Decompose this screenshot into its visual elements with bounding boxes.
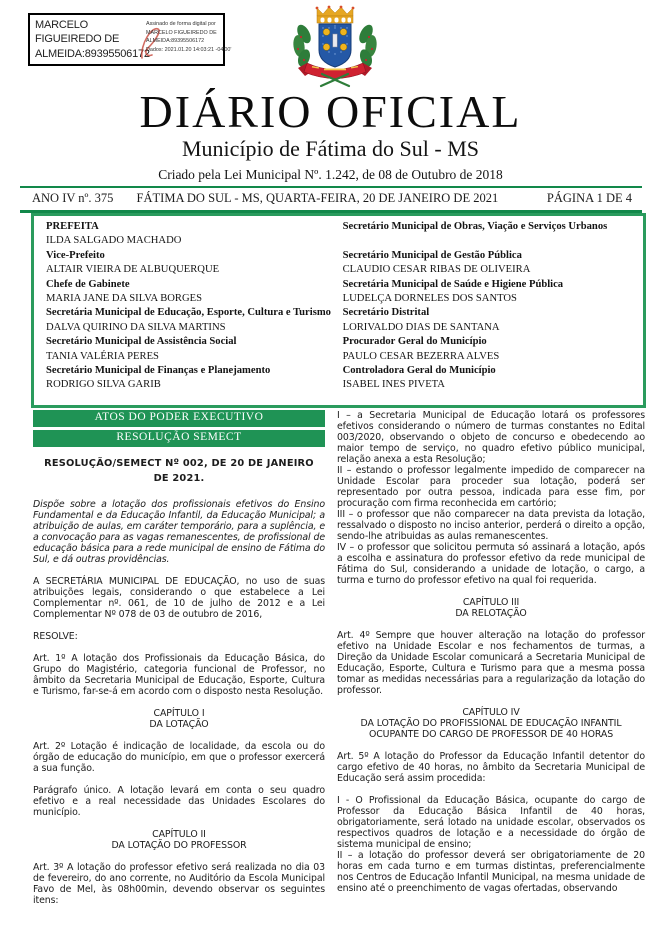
chapter-2-title: CAPÍTULO II (152, 828, 206, 840)
body-column-right (337, 410, 645, 917)
article-3-item-1: I – a Secretaria Municipal de Educação lotará os professores efetivos considerando o número de turmas constantes no Edital 003/2020, observando o objeto de concurso e obedecendo ao maior tempo de serviço, no quadro efetivo público municipal, relação anexa a esta Resolução; (337, 410, 645, 465)
article-3-item-3: III – o professor que não comparecer na data prevista da lotação, ressalvado o disposto no inciso anterior, perderá o direito a opção, sendo-lhe atribuidas as aulas remanescentes. (337, 509, 645, 542)
body-columns (33, 410, 645, 917)
officials-column-left (46, 220, 335, 401)
official-name: ISABEL INES PIVETA (342, 379, 445, 391)
signature-detail-line: MARCELO FIGUEIREDO DE (146, 29, 217, 36)
coat-of-arms-icon (287, 4, 383, 90)
official-name: LORIVALDO DIAS DE SANTANA (342, 321, 500, 333)
official-role: Procurador Geral do Município (342, 336, 487, 348)
official-name: CLAUDIO CESAR RIBAS DE OLIVEIRA (342, 264, 531, 276)
edition-and-date (32, 191, 498, 206)
signature-detail-line: ALMEIDA:89395506172 (146, 38, 205, 45)
official-name: PAULO CESAR BEZERRA ALVES (342, 350, 500, 362)
chapter-3-subtitle: DA RELOTAÇÃO (455, 608, 527, 619)
signature-detail-line: Assinado de forma digital por (146, 21, 216, 27)
official-name: LUDELÇA DORNELES DOS SANTOS (342, 293, 517, 305)
section-bar-atos-poder-executivo: ATOS DO PODER EXECUTIVO (33, 410, 325, 427)
digital-signature-box (28, 13, 232, 66)
resolution-intro: A SECRETÁRIA MUNICIPAL DE EDUCAÇÃO, no uso de suas atribuições legais, considerando o que estabelece a Lei Complementar nº. 061, de 10 de julho de 2012 e a Lei Complementar Nº 078 de 03 de outubro de 2016, (33, 575, 325, 620)
resolution-preamble: Dispõe sobre a lotação dos profissionais efetivos do Ensino Fundamental e da Educação Infantil, da Educação Municipal; a atribuição de aulas, em caráter temporário, para a suplência, e a convocação para as vagas remanescentes, de profissional de educação básica para a rede municipal de ensino de Fátima do Sul, e dá outras providências. (33, 498, 325, 565)
officials-box (31, 213, 646, 408)
chapter-2-subtitle: DA LOTAÇÃO DO PROFESSOR (111, 839, 247, 851)
mural-crown (316, 6, 355, 23)
official-name: ALTAIR VIEIRA DE ALBUQUERQUE (46, 264, 220, 276)
official-role: Secretário Municipal de Finanças e Planejamento (46, 365, 271, 377)
article-2: Art. 2º Lotação é indicação de localidade, da escola ou do órgão de educação do município, em que o professor exercerá a sua função. (33, 740, 325, 774)
gazette-tagline: Criado pela Lei Municipal Nº. 1.242, de 08 de Outubro de 2018 (158, 167, 503, 183)
official-role: Chefe de Gabinete (46, 278, 130, 290)
edition-number: ANO IV nº. 375 (32, 191, 114, 205)
laurel-branch-right (356, 23, 378, 69)
official-role: Secretário Municipal de Assistência Social (46, 336, 237, 348)
article-3: Art. 3º A lotação do professor efetivo será realizada no dia 03 de fevereiro, do ano corrente, no Auditório da Escola Municipal Favo de Mel, às 08h00min, devendo observar os seguintes itens: (33, 861, 325, 906)
article-3-item-2: II – estando o professor legalmente impedido de comparecer na Unidade Escolar para proceder sua lotação, poderá ser representado por outra pessoa, indicada para esse fim, por procuração com firma reconhecida em cartório; (337, 465, 645, 509)
article-5: Art. 5º A lotação do Professor da Educação Infantil detentor do cargo efetivo de 40 horas, no âmbito da Secretaria Municipal de Educação será assim procedida: (337, 751, 645, 784)
official-role: Secretário Distrital (342, 307, 430, 319)
date-bar (20, 186, 642, 213)
signature-name: MARCELO FIGUEIREDO DE ALMEIDA:89395506172 (35, 19, 150, 60)
official-role: Controladora Geral do Município (342, 365, 496, 377)
officials-column-right (335, 220, 635, 401)
article-5-item-2: II – a lotação do professor deverá ser obrigatoriamente de 20 horas em cada turno e em turmas distintas, preferencialmente nos Centros de Educação Infantil Municipal, na mesma unidade de ensino até o preenchimento de vagas ofertadas, observando (337, 850, 645, 894)
chapter-1-heading (33, 708, 325, 730)
gazette-title: DIÁRIO OFICIAL (139, 86, 522, 137)
official-role: Secretário Municipal de Obras, Viação e Serviços Urbanos (342, 221, 608, 232)
resolution-heading: RESOLUÇÃO/SEMECT Nº 002, DE 20 DE JANEIRO DE 2021. (44, 457, 314, 484)
body-column-left (33, 410, 325, 917)
signature-details (141, 18, 231, 62)
chapter-4-subtitle: DA LOTAÇÃO DO PROFISSIONAL DE EDUCAÇÃO INFANTIL OCUPANTE DO CARGO DE PROFESSOR DE 40 HORAS (360, 718, 622, 740)
official-role: Vice-Prefeito (46, 249, 105, 261)
chapter-1-title: CAPÍTULO I (153, 707, 205, 719)
gazette-subtitle: Município de Fátima do Sul - MS (182, 136, 479, 162)
official-name: DALVA QUIRINO DA SILVA MARTINS (46, 321, 226, 333)
paragrafo-unico: Parágrafo único. A lotação levará em conta o seu quadro efetivo e a real necessidade das Unidades Escolares do município. (33, 784, 325, 818)
resolution-resolve: RESOLVE: (33, 630, 78, 642)
article-4: Art. 4º Sempre que houver alteração na lotação do professor efetivo na Unidade Escolar e nos fechamentos de turmas, a Direção da Unidade Escolar comunicará a Secretaria Municipal de Educação, Esporte, Cultura e Turismo para que a mesma possa tomar as medidas necessárias para a regularização da lotação do professor. (337, 630, 645, 696)
official-name: ILDA SALGADO MACHADO (46, 235, 182, 247)
chapter-3-title: CAPÍTULO III (462, 597, 520, 608)
official-name: TANIA VALÉRIA PERES (46, 350, 159, 362)
official-role: Secretário Municipal de Gestão Pública (342, 249, 522, 261)
laurel-branch-left (292, 23, 314, 69)
official-name: RODRIGO SILVA GARIB (46, 379, 161, 391)
article-5-item-1: I - O Profissional da Educação Básica, ocupante do cargo de Professor da Educação Básica Infantil de 40 horas, obrigatoriamente, será lotado na unidade escolar, observados os respectivos quadros de lotação e a necessidade do órgão de sistema municipal de ensino; (337, 795, 645, 850)
official-role: Secretária Municipal de Saúde e Higiene Pública (342, 278, 564, 290)
official-role: PREFEITA (46, 221, 99, 232)
official-name (343, 234, 635, 248)
chapter-4-title: CAPÍTULO IV (462, 707, 520, 718)
page-indicator: PÁGINA 1 DE 4 (546, 191, 632, 205)
article-3-item-4: IV – o professor que solicitou permuta só assinará a lotação, após a escolha e assinatura do professor efetivo da rede municipal de Fátima do Sul, considerando a unidade de lotação, o cargo, a turma e turno do professor efetivo na qual foi requerida. (337, 542, 645, 586)
shield (319, 24, 351, 67)
official-role: Secretária Municipal de Educação, Esporte, Cultura e Turismo (46, 307, 331, 319)
chapter-3-heading (337, 597, 645, 619)
official-name: MARIA JANE DA SILVA BORGES (46, 293, 202, 305)
issue-date: FÁTIMA DO SUL - MS, QUARTA-FEIRA, 20 DE JANEIRO DE 2021 (136, 191, 499, 205)
article-1: Art. 1º A lotação dos Profissionais da Educação Básica, do Grupo do Magistério, categoria funcional de Professor, no âmbito da Secretaria Municipal de Educação, Esporte, Cultura e Turismo, far-se-á em acordo com o disposto nesta Resolução. (33, 652, 325, 697)
chapter-1-subtitle: DA LOTAÇÃO (149, 718, 209, 730)
chapter-4-heading (337, 707, 645, 740)
section-bar-resolucao-semect: RESOLUÇÃO SEMECT (33, 430, 325, 447)
masthead (0, 88, 661, 183)
signature-detail-line: Dados: 2021.01.20 14:03:21 -04'00' (146, 46, 232, 53)
chapter-2-heading (33, 829, 325, 851)
